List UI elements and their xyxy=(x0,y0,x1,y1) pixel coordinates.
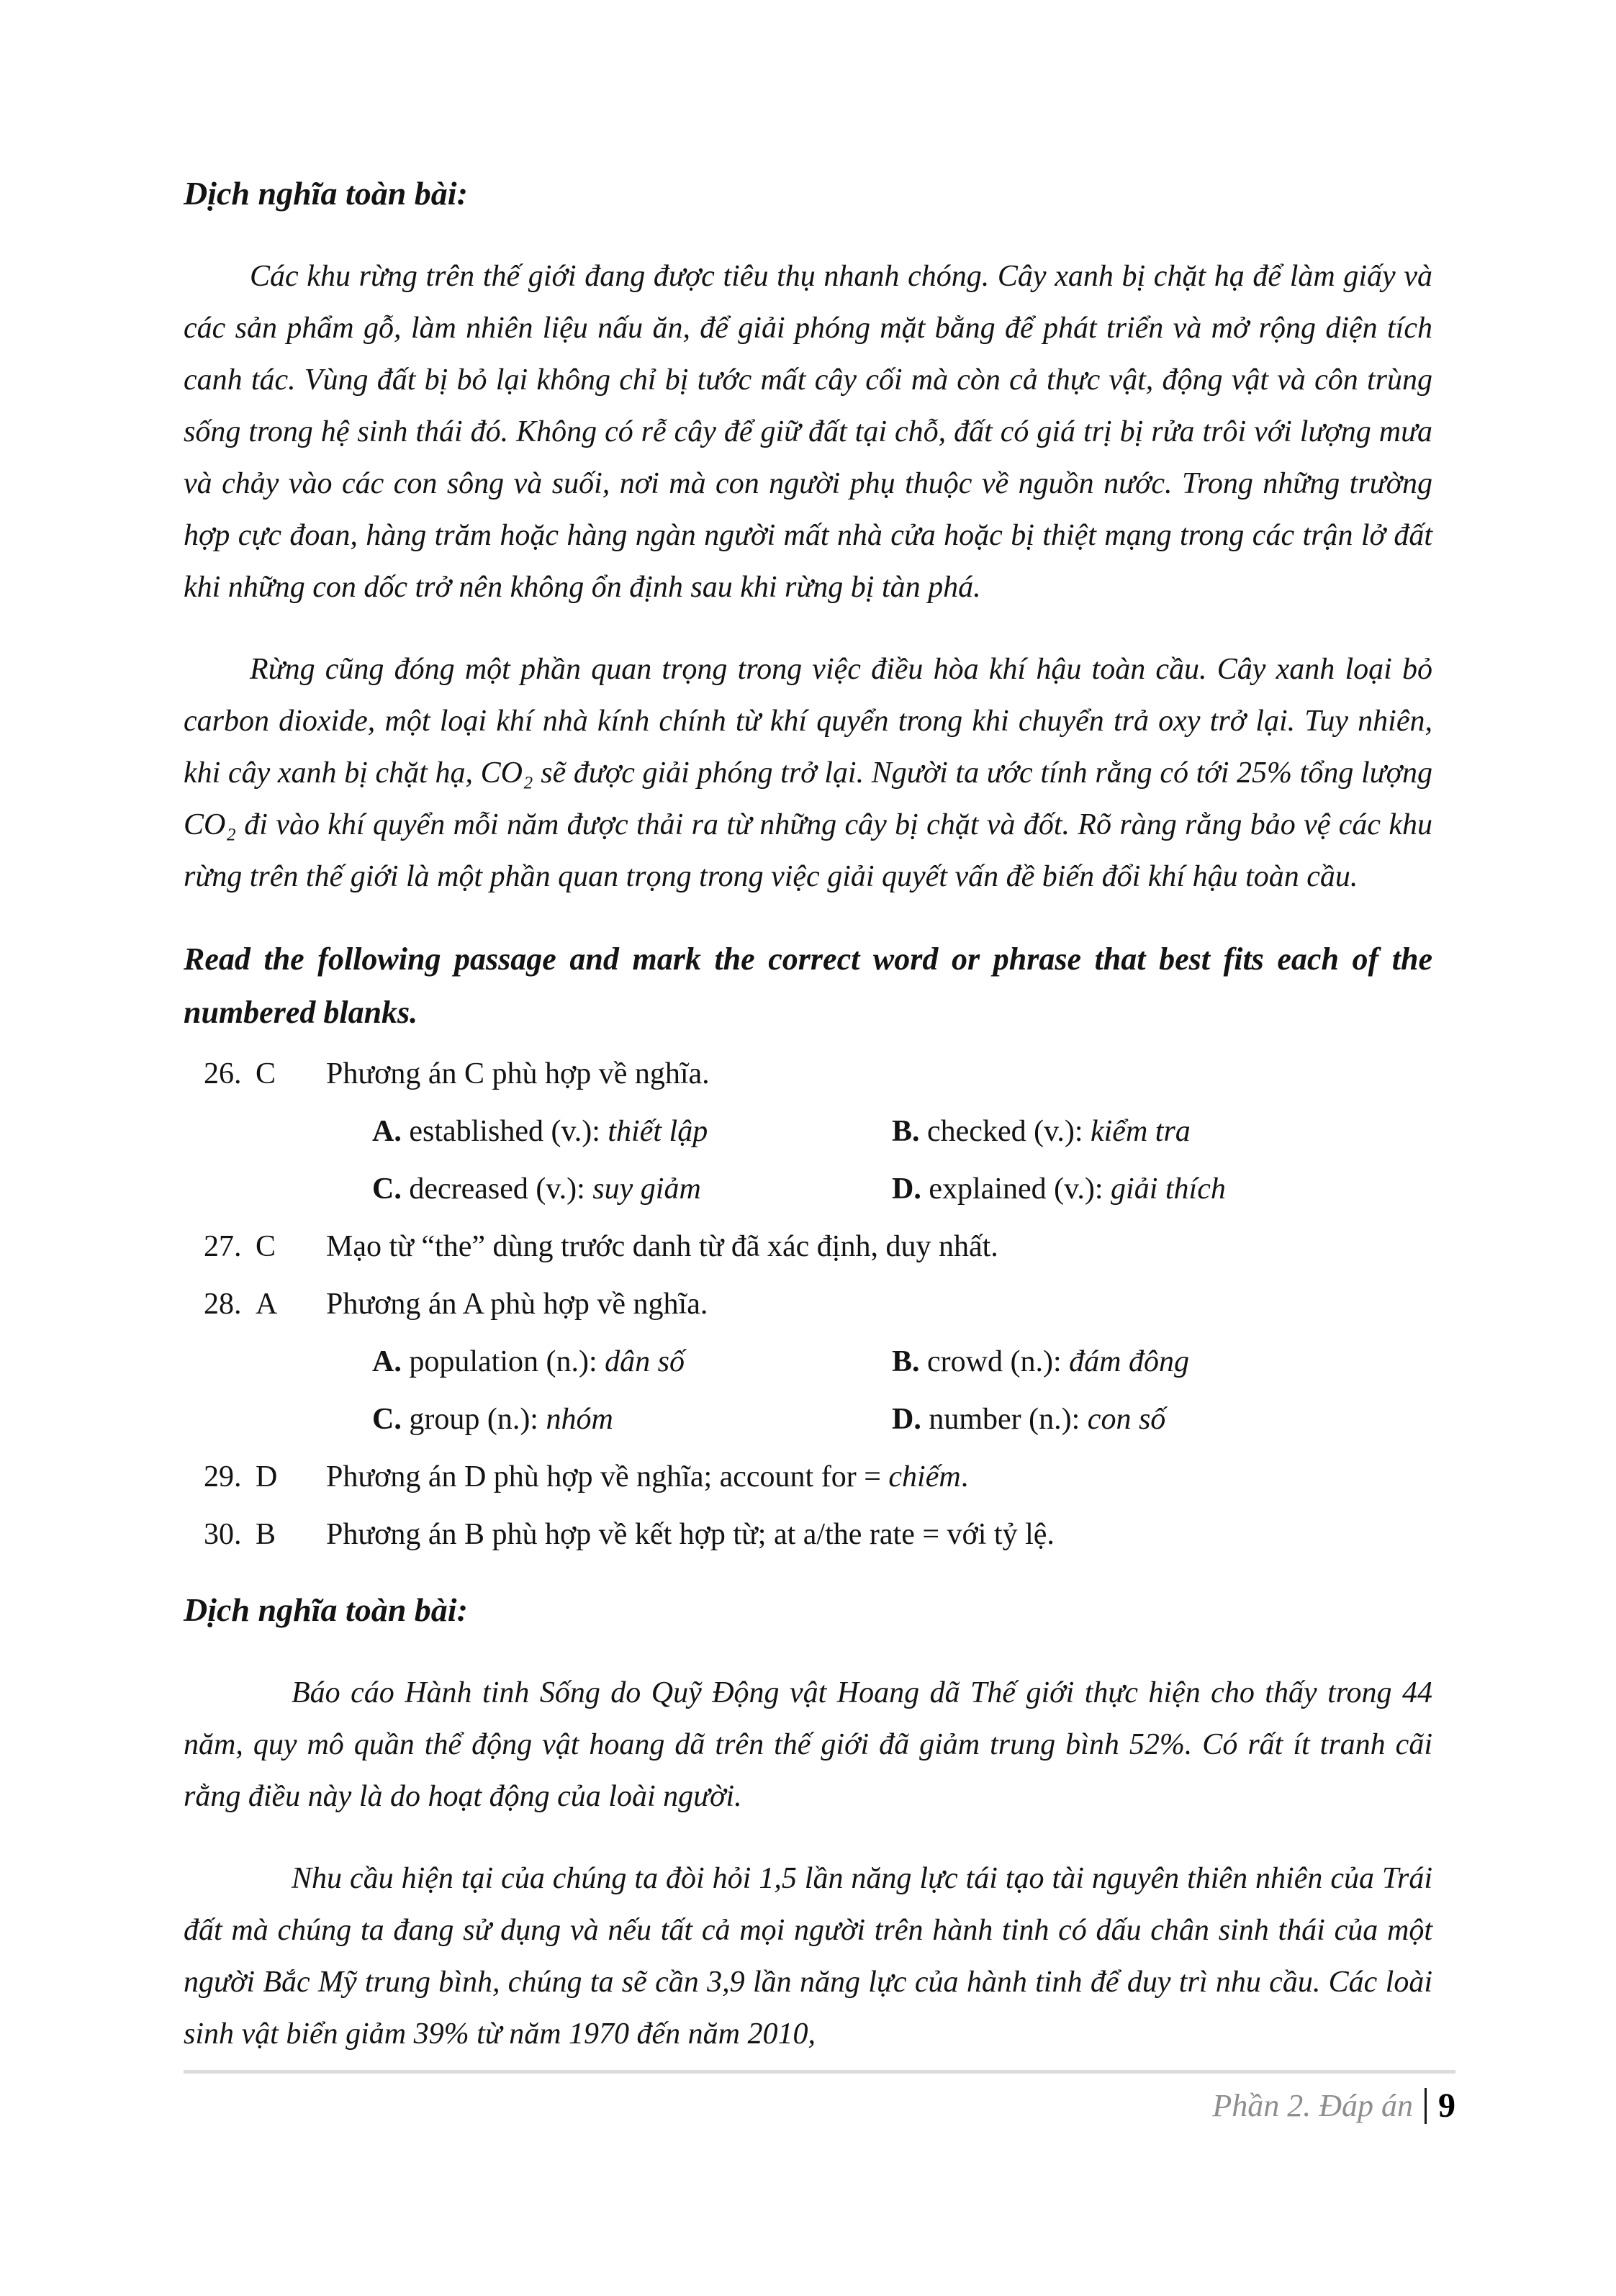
option-letter: A. xyxy=(372,1345,402,1378)
footer-divider-line xyxy=(184,2070,1455,2074)
option-letter: C. xyxy=(372,1403,402,1436)
answer-letter: B xyxy=(256,1518,276,1551)
option-gloss: đám đông xyxy=(1069,1345,1189,1378)
reading-instruction: Read the following passage and mark the correct word or phrase that best fits each of the numbered blanks. xyxy=(184,941,1432,1030)
explanation-italic-term: chiếm xyxy=(888,1460,961,1493)
answer-letter: C xyxy=(256,1057,276,1090)
answer-28-options-row-1 xyxy=(184,1333,1432,1391)
explanation-suffix: . xyxy=(960,1460,969,1493)
option-text: group (n.): xyxy=(401,1403,546,1436)
option-b xyxy=(892,1333,1432,1391)
translation2-paragraph-1: Báo cáo Hành tinh Sống do Quỹ Động vật Hoang dã Thế giới thực hiện cho thấy trong 44 năm, quy mô quần thể động vật hoang dã trên thế giới đã giảm trung bình 52%. Có rất ít tranh cãi rằng điều này là do hoạt động của loài người. xyxy=(184,1676,1432,1813)
option-a xyxy=(372,1103,892,1160)
option-gloss: thiết lập xyxy=(608,1115,708,1148)
option-b xyxy=(892,1103,1432,1160)
answer-item-29 xyxy=(184,1448,1432,1506)
answer-item-26 xyxy=(184,1045,1432,1103)
option-text: population (n.): xyxy=(401,1345,605,1378)
footer-section-label: Phần 2. Đáp án xyxy=(1212,2088,1413,2123)
answer-explanation: Phương án A phù hợp về nghĩa. xyxy=(326,1288,708,1321)
page-number: 9 xyxy=(1438,2087,1455,2125)
page-footer xyxy=(1212,2086,1455,2126)
option-a xyxy=(372,1333,892,1391)
answer-letter: D xyxy=(256,1460,278,1493)
answer-26-options-row-2 xyxy=(184,1160,1432,1218)
answer-number: 30. xyxy=(204,1518,242,1551)
option-letter: A. xyxy=(372,1115,402,1148)
answer-explanation: Phương án B phù hợp về kết hợp từ; at a/the rate = với tỷ lệ. xyxy=(326,1518,1055,1551)
explanation-prefix: Phương án D phù hợp về nghĩa; account for = xyxy=(326,1460,889,1493)
translation1-paragraph-1: Các khu rừng trên thế giới đang được tiêu thụ nhanh chóng. Cây xanh bị chặt hạ để làm giấy và các sản phẩm gỗ, làm nhiên liệu nấu ăn, để giải phóng mặt bằng để phát triển và mở rộng diện tích canh tác. Vùng đất bị bỏ lại không chỉ bị tước mất cây cối mà còn cả thực vật, động vật và côn trùng sống trong hệ sinh thái đó. Không có rễ cây để giữ đất tại chỗ, đất có giá trị bị rửa trôi với lượng mưa và chảy vào các con sông và suối, nơi mà con người phụ thuộc về nguồn nước. Trong những trường hợp cực đoan, hàng trăm hoặc hàng ngàn người mất nhà cửa hoặc bị thiệt mạng trong các trận lở đất khi những con dốc trở nên không ổn định sau khi rừng bị tàn phá. xyxy=(184,260,1432,604)
option-d xyxy=(892,1391,1432,1448)
option-letter: C. xyxy=(372,1172,402,1206)
answer-28-options-row-2 xyxy=(184,1391,1432,1448)
answer-item-27 xyxy=(184,1218,1432,1275)
answer-26-options-row-1 xyxy=(184,1103,1432,1160)
answer-letter: C xyxy=(256,1230,276,1263)
answer-key-list xyxy=(184,1045,1432,1563)
option-gloss: giải thích xyxy=(1111,1172,1226,1206)
answer-letter: A xyxy=(256,1288,278,1321)
answer-number: 27. xyxy=(204,1230,242,1263)
answer-explanation: Phương án C phù hợp về nghĩa. xyxy=(326,1057,710,1090)
option-d xyxy=(892,1160,1432,1218)
option-letter: B. xyxy=(892,1345,920,1378)
translation1-paragraph-2: Rừng cũng đóng một phần quan trọng trong việc điều hòa khí hậu toàn cầu. Cây xanh loại bỏ carbon dioxide, một loại khí nhà kính chính từ khí quyển trong khi chuyển trả oxy trở lại. Tuy nhiên, khi cây xanh bị chặt hạ, CO₂ sẽ được giải phóng trở lại. Người ta ước tính rằng có tới 25% tổng lượng CO₂ đi vào khí quyển mỗi năm được thải ra từ những cây bị chặt và đốt. Rõ ràng rằng bảo vệ các khu rừng trên thế giới là một phần quan trọng trong việc giải quyết vấn đề biến đổi khí hậu toàn cầu. xyxy=(184,653,1432,893)
option-letter: B. xyxy=(892,1115,920,1148)
answer-item-30 xyxy=(184,1506,1432,1563)
option-text: established (v.): xyxy=(401,1115,608,1148)
option-letter: D. xyxy=(892,1403,921,1436)
translation-heading-2: Dịch nghĩa toàn bài: xyxy=(184,1591,468,1628)
option-gloss: kiểm tra xyxy=(1091,1115,1191,1148)
option-text: crowd (n.): xyxy=(919,1345,1070,1378)
option-text: explained (v.): xyxy=(921,1172,1111,1206)
answer-number: 26. xyxy=(204,1057,242,1090)
translation-heading-1: Dịch nghĩa toàn bài: xyxy=(184,175,468,212)
answer-explanation xyxy=(326,1448,1432,1506)
option-text: number (n.): xyxy=(921,1403,1088,1436)
option-text: checked (v.): xyxy=(919,1115,1091,1148)
option-gloss: con số xyxy=(1087,1403,1166,1436)
option-letter: D. xyxy=(892,1172,921,1206)
answer-number: 28. xyxy=(204,1288,242,1321)
answer-item-28 xyxy=(184,1275,1432,1333)
option-text: decreased (v.): xyxy=(401,1172,593,1206)
translation2-paragraph-2: Nhu cầu hiện tại của chúng ta đòi hỏi 1,5 lần năng lực tái tạo tài nguyên thiên nhiên của Trái đất mà chúng ta đang sử dụng và nếu tất cả mọi người trên hành tinh có dấu chân sinh thái của một người Bắc Mỹ trung bình, chúng ta sẽ cần 3,9 lần năng lực của hành tinh để duy trì nhu cầu. Các loài sinh vật biển giảm 39% từ năm 1970 đến năm 2010, xyxy=(184,1862,1432,2051)
answer-number: 29. xyxy=(204,1460,242,1493)
answer-explanation: Mạo từ “the” dùng trước danh từ đã xác định, duy nhất. xyxy=(326,1230,998,1263)
option-c xyxy=(372,1160,892,1218)
footer-separator-bar xyxy=(1425,2088,1427,2124)
page-content xyxy=(184,167,1432,2090)
option-gloss: dân số xyxy=(605,1345,685,1378)
option-gloss: suy giảm xyxy=(592,1172,701,1206)
option-gloss: nhóm xyxy=(546,1403,613,1436)
option-c xyxy=(372,1391,892,1448)
